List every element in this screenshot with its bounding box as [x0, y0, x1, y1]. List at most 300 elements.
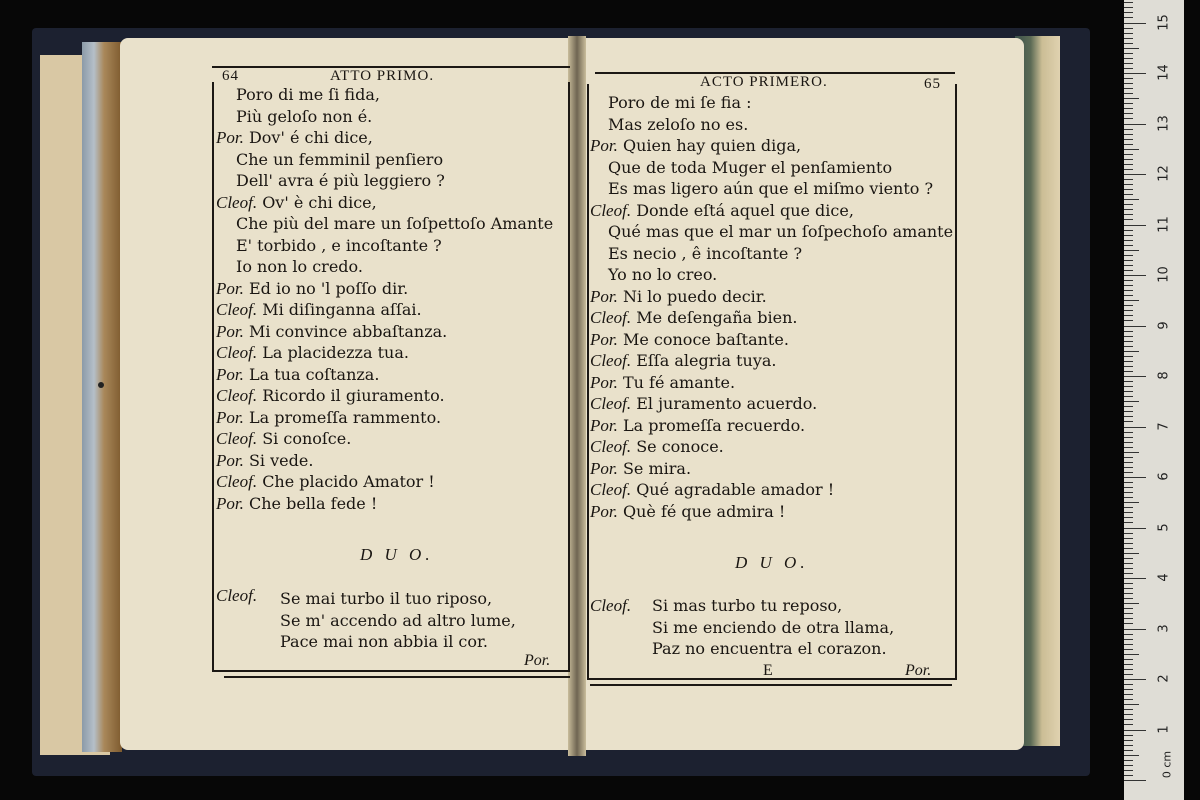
ruler-tick: [1124, 63, 1133, 64]
ruler-tick: [1124, 270, 1133, 271]
right-dialogue: [590, 92, 953, 522]
speaker-name: Por.: [216, 493, 244, 513]
ruler-tick: [1124, 740, 1133, 741]
right-duo-verse: [652, 595, 894, 660]
ruler-tick: [1124, 629, 1146, 630]
signature-mark: E: [763, 662, 773, 679]
dialogue-line: [216, 106, 553, 128]
right-running-head: ACTO PRIMERO.: [700, 74, 828, 90]
ruler-tick: [1124, 245, 1133, 246]
line-text: Qué agradable amador !: [636, 480, 835, 499]
dialogue-line: [216, 450, 553, 472]
dialogue-line: [590, 372, 953, 394]
worm-hole: [98, 382, 104, 388]
ruler-tick: [1124, 225, 1146, 226]
line-text: Donde eſtá aquel que dice,: [636, 200, 854, 220]
line-text: Ed io no 'l poſſo dir.: [248, 278, 409, 298]
left-duo-speaker: Cleof.: [216, 586, 258, 605]
ruler-number: 11: [1156, 215, 1172, 233]
ruler-tick: [1124, 7, 1133, 8]
duo-verse-line: Se mai turbo il tuo riposo,: [280, 589, 493, 608]
ruler-tick: [1124, 83, 1133, 84]
line-text: Si vede.: [248, 450, 314, 470]
dialogue-line: [590, 415, 953, 437]
ruler-tick: [1124, 679, 1146, 680]
ruler-tick: [1124, 689, 1133, 690]
duo-verse-line: Pace mai non abbia il cor.: [280, 632, 488, 651]
ruler-tick: [1124, 17, 1133, 18]
ruler-tick: [1124, 230, 1133, 231]
ruler-tick: [1124, 48, 1139, 49]
ruler-tick: [1124, 88, 1133, 89]
ruler-tick: [1124, 765, 1133, 766]
ruler-tick: [1124, 492, 1133, 493]
speaker-name: Cleof.: [590, 351, 632, 370]
ruler-number: 4: [1156, 573, 1172, 582]
dialogue-line: [216, 471, 553, 493]
ruler-tick: [1124, 381, 1133, 382]
ruler-tick: [1124, 159, 1133, 160]
ruler-number: 9: [1156, 320, 1172, 330]
ruler-tick: [1124, 457, 1133, 458]
speaker-name: Por.: [590, 136, 618, 155]
ruler-tick: [1124, 401, 1139, 402]
ruler-tick: [1124, 356, 1133, 357]
ruler-number: 14: [1156, 64, 1172, 81]
ruler-tick: [1124, 68, 1133, 69]
dialogue-line: [216, 321, 553, 343]
ruler-tick: [1124, 396, 1133, 397]
speaker-name: Cleof.: [590, 308, 632, 327]
left-duo-heading: D U O.: [360, 545, 434, 564]
measuring-ruler: [1124, 0, 1184, 800]
ruler-tick: [1124, 487, 1133, 488]
ruler-tick: [1124, 578, 1146, 579]
ruler-tick: [1124, 43, 1133, 44]
speaker-name: Por.: [216, 364, 244, 384]
speaker-name: Por.: [590, 286, 618, 306]
ruler-tick: [1124, 639, 1133, 640]
ruler-tick: [1124, 53, 1133, 54]
line-text: Me conoce baſtante.: [622, 329, 789, 349]
ruler-tick: [1124, 124, 1146, 125]
ruler-tick: [1124, 735, 1133, 736]
line-text: Che placido Amator !: [262, 472, 435, 491]
line-text: Qué mas que el mar un ſoſpechoſo amante: [608, 222, 954, 241]
left-catchword: Por.: [524, 652, 551, 669]
ruler-tick: [1124, 467, 1133, 468]
line-text: Poro di me ſi fida,: [236, 85, 380, 104]
line-text: Mi convince abbaſtanza.: [248, 321, 448, 341]
ruler-tick: [1124, 512, 1133, 513]
line-text: Se conoce.: [636, 437, 724, 456]
ruler-tick: [1124, 442, 1133, 443]
ruler-tick: [1124, 684, 1133, 685]
dialogue-line: [216, 407, 553, 429]
ruler-tick: [1124, 517, 1133, 518]
ruler-tick: [1124, 366, 1133, 367]
ruler-tick: [1124, 113, 1133, 114]
ruler-tick: [1124, 416, 1133, 417]
ruler-tick: [1124, 38, 1133, 39]
ruler-tick: [1124, 432, 1133, 433]
dialogue-line: [590, 243, 953, 265]
ruler-tick: [1124, 285, 1133, 286]
dialogue-line: [590, 329, 953, 351]
right-catchword: Por.: [905, 662, 932, 679]
ruler-tick: [1124, 674, 1133, 675]
dialogue-line: [590, 221, 953, 243]
line-text: La placidezza tua.: [262, 343, 409, 362]
ruler-tick: [1124, 588, 1133, 589]
ruler-tick: [1124, 472, 1133, 473]
line-text: Què fé que admira !: [622, 501, 786, 521]
ruler-tick: [1124, 214, 1133, 215]
ruler-tick: [1124, 391, 1133, 392]
right-foot-rule: [590, 684, 952, 686]
speaker-name: Por.: [216, 278, 244, 298]
ruler-tick: [1124, 93, 1133, 94]
dialogue-line: [590, 157, 953, 179]
ruler-tick: [1124, 704, 1139, 705]
ruler-tick: [1124, 421, 1133, 422]
ruler-tick: [1124, 477, 1146, 478]
ruler-tick: [1124, 427, 1146, 428]
line-text: Es mas ligero aún que el miſmo viento ?: [608, 179, 934, 198]
ruler-tick: [1124, 346, 1133, 347]
dialogue-line: [216, 213, 553, 235]
ruler-tick: [1124, 730, 1146, 731]
line-text: Dov' é chi dice,: [248, 128, 373, 147]
line-text: Ni lo puedo decir.: [622, 286, 767, 306]
dialogue-line: [216, 127, 553, 149]
ruler-tick: [1124, 563, 1133, 564]
ruler-tick: [1124, 300, 1139, 301]
right-page-number: 65: [924, 76, 941, 92]
ruler-tick: [1124, 134, 1133, 135]
dialogue-line: [590, 393, 953, 415]
dialogue-line: [590, 178, 953, 200]
ruler-tick: [1124, 780, 1146, 781]
book-gutter: [568, 36, 586, 756]
line-text: El juramento acuerdo.: [636, 394, 818, 413]
ruler-tick: [1124, 538, 1133, 539]
ruler-tick: [1124, 260, 1133, 261]
line-text: Si conoſce.: [262, 429, 352, 448]
ruler-tick: [1124, 33, 1133, 34]
speaker-name: Cleof.: [216, 192, 258, 212]
ruler-tick: [1124, 452, 1139, 453]
ruler-tick: [1124, 199, 1139, 200]
ruler-tick: [1124, 23, 1146, 24]
ruler-tick: [1124, 315, 1133, 316]
ruler-tick: [1124, 204, 1133, 205]
ruler-tick: [1124, 533, 1133, 534]
speaker-name: Por.: [216, 128, 244, 147]
ruler-tick: [1124, 714, 1133, 715]
ruler-tick: [1124, 613, 1133, 614]
ruler-tick: [1124, 336, 1133, 337]
ruler-tick: [1124, 361, 1133, 362]
dialogue-line: [216, 170, 553, 192]
ruler-tick: [1124, 709, 1133, 710]
ruler-tick: [1124, 351, 1139, 352]
ruler-tick: [1124, 583, 1133, 584]
ruler-tick: [1124, 598, 1133, 599]
ruler-number: 2: [1156, 674, 1172, 683]
line-text: Più geloſo non é.: [236, 106, 373, 126]
line-text: Que de toda Muger el penſamiento: [608, 157, 893, 177]
ruler-tick: [1124, 507, 1133, 508]
speaker-name: Por.: [216, 321, 244, 341]
duo-verse-line: Si me enciendo de otra llama,: [652, 617, 895, 637]
line-text: Quien hay quien diga,: [622, 136, 802, 155]
dialogue-line: [590, 286, 953, 308]
speaker-name: Por.: [590, 415, 618, 435]
ruler-tick: [1124, 699, 1133, 700]
ruler-number: 3: [1156, 623, 1172, 633]
ruler-tick: [1124, 669, 1133, 670]
ruler-tick: [1124, 169, 1133, 170]
dialogue-line: [590, 114, 953, 136]
ruler-tick: [1124, 724, 1133, 725]
speaker-name: Cleof.: [216, 343, 258, 362]
ruler-tick: [1124, 305, 1133, 306]
speaker-name: Cleof.: [590, 200, 632, 220]
dialogue-line: [590, 92, 953, 114]
ruler-tick: [1124, 326, 1146, 327]
ruler-tick: [1124, 437, 1133, 438]
ruler-tick: [1124, 553, 1139, 554]
ruler-tick: [1124, 634, 1133, 635]
speaker-name: Por.: [590, 458, 618, 478]
ruler-tick: [1124, 310, 1133, 311]
ruler-tick: [1124, 593, 1133, 594]
line-text: Se mira.: [622, 458, 692, 478]
speaker-name: Cleof.: [216, 386, 258, 405]
ruler-number: 15: [1156, 13, 1172, 31]
ruler-tick: [1124, 149, 1139, 150]
ruler-tick: [1124, 280, 1133, 281]
dialogue-line: [590, 264, 953, 286]
ruler-tick: [1124, 745, 1133, 746]
line-text: Che un femminil penſiero: [236, 149, 444, 169]
duo-verse-line: Si mas turbo tu reposo,: [652, 596, 843, 615]
ruler-tick: [1124, 623, 1133, 624]
speaker-name: Por.: [590, 329, 618, 349]
ruler-number: 10: [1156, 266, 1172, 283]
ruler-tick: [1124, 558, 1133, 559]
ruler-tick: [1124, 73, 1146, 74]
ruler-tick: [1124, 573, 1133, 574]
ruler-tick: [1124, 108, 1133, 109]
ruler-tick: [1124, 694, 1133, 695]
dialogue-line: [590, 479, 953, 501]
ruler-tick: [1124, 482, 1133, 483]
ruler-tick: [1124, 649, 1133, 650]
ruler-tick: [1124, 462, 1133, 463]
ruler-number: 13: [1156, 114, 1172, 132]
dialogue-line: [590, 350, 953, 372]
ruler-tick: [1124, 447, 1133, 448]
ruler-tick: [1124, 608, 1133, 609]
ruler-tick: [1124, 184, 1133, 185]
line-text: Mi diſinganna aſſai.: [262, 300, 422, 319]
ruler-tick: [1124, 118, 1133, 119]
dialogue-line: [216, 84, 553, 106]
ruler-tick: [1124, 174, 1146, 175]
right-duo-speaker: Cleof.: [590, 596, 632, 615]
ruler-tick: [1124, 548, 1133, 549]
ruler-tick: [1124, 154, 1133, 155]
ruler-tick: [1124, 386, 1133, 387]
left-running-head: ATTO PRIMO.: [330, 68, 435, 84]
ruler-tick: [1124, 775, 1133, 776]
ruler-tick: [1124, 371, 1133, 372]
ruler-number: 7: [1156, 421, 1172, 431]
speaker-name: Cleof.: [590, 437, 632, 456]
ruler-tick: [1124, 28, 1133, 29]
line-text: La promeſſa recuerdo.: [622, 415, 806, 435]
ruler-tick: [1124, 290, 1133, 291]
left-duo-verse: [280, 588, 516, 653]
dialogue-line: [590, 307, 953, 329]
ruler-tick: [1124, 603, 1139, 604]
ruler-tick: [1124, 189, 1133, 190]
ruler-number: 1: [1156, 724, 1172, 734]
ruler-tick: [1124, 497, 1133, 498]
dialogue-line: [590, 135, 953, 157]
line-text: La promeſſa rammento.: [248, 407, 442, 427]
ruler-tick: [1124, 750, 1133, 751]
ruler-tick: [1124, 295, 1133, 296]
ruler-tick: [1124, 78, 1133, 79]
ruler-number: 12: [1156, 165, 1172, 182]
ruler-tick: [1124, 618, 1133, 619]
dialogue-line: [216, 256, 553, 278]
ruler-tick: [1124, 12, 1133, 13]
ruler-tick: [1124, 341, 1133, 342]
ruler-tick: [1124, 760, 1133, 761]
ruler-tick: [1124, 164, 1133, 165]
ruler-tick: [1124, 502, 1139, 503]
dialogue-line: [216, 192, 553, 214]
ruler-tick: [1124, 522, 1133, 523]
ruler-tick: [1124, 139, 1133, 140]
dialogue-line: [216, 299, 553, 321]
line-text: E' torbido , e incoſtante ?: [236, 235, 442, 255]
speaker-name: Por.: [590, 372, 618, 392]
ruler-tick: [1124, 543, 1133, 544]
ruler-tick: [1124, 209, 1133, 210]
speaker-name: Por.: [216, 407, 244, 427]
dialogue-line: [216, 235, 553, 257]
ruler-tick: [1124, 411, 1133, 412]
line-text: Dell' avra é più leggiero ?: [236, 171, 445, 190]
speaker-name: Cleof.: [216, 472, 258, 491]
line-text: La tua coſtanza.: [248, 364, 380, 384]
dialogue-line: [590, 501, 953, 523]
dialogue-line: [216, 342, 553, 364]
ruler-tick: [1124, 376, 1146, 377]
dialogue-line: [590, 458, 953, 480]
ruler-tick: [1124, 406, 1133, 407]
ruler-tick: [1124, 719, 1133, 720]
line-text: Eſſa alegria tuya.: [636, 351, 777, 370]
dialogue-line: [590, 436, 953, 458]
left-page-number: 64: [222, 68, 239, 84]
line-text: Ricordo il giuramento.: [262, 386, 445, 405]
ruler-tick: [1124, 129, 1133, 130]
ruler-tick: [1124, 664, 1133, 665]
ruler-tick: [1124, 58, 1133, 59]
ruler-tick: [1124, 659, 1133, 660]
duo-verse-line: Paz no encuentra el corazon.: [652, 639, 887, 658]
ruler-tick: [1124, 528, 1146, 529]
dialogue-line: [216, 149, 553, 171]
duo-verse-line: Se m' accendo ad altro lume,: [280, 610, 516, 630]
dialogue-line: [216, 278, 553, 300]
line-text: Io non lo credo.: [236, 257, 363, 276]
ruler-tick: [1124, 240, 1133, 241]
ruler-tick: [1124, 235, 1133, 236]
line-text: Che più del mare un ſoſpettoſo Amante: [236, 214, 554, 233]
dialogue-line: [216, 428, 553, 450]
speaker-name: Cleof.: [590, 394, 632, 413]
dialogue-line: [216, 364, 553, 386]
speaker-name: Cleof.: [216, 300, 258, 319]
dialogue-line: [216, 493, 553, 515]
ruler-tick: [1124, 144, 1133, 145]
ruler-tick: [1124, 219, 1133, 220]
ruler-tick: [1124, 250, 1139, 251]
dialogue-line: [216, 385, 553, 407]
ruler-tick: [1124, 755, 1139, 756]
ruler-tick: [1124, 179, 1133, 180]
speaker-name: Cleof.: [590, 480, 632, 499]
right-duo-heading: D U O.: [735, 553, 809, 572]
line-text: Me deſengaña bien.: [636, 308, 798, 327]
left-foot-rule: [224, 676, 570, 678]
line-text: Es necio , ê incoſtante ?: [608, 243, 803, 263]
speaker-name: Cleof.: [216, 429, 258, 448]
ruler-tick: [1124, 644, 1133, 645]
line-text: Che bella fede !: [248, 493, 378, 513]
ruler-tick: [1124, 98, 1139, 99]
line-text: Ov' è chi dice,: [262, 192, 377, 212]
ruler-tick: [1124, 255, 1133, 256]
ruler-tick: [1124, 275, 1146, 276]
ruler-tick: [1124, 331, 1133, 332]
ruler-tick: [1124, 320, 1133, 321]
ruler-tick: [1124, 265, 1133, 266]
ruler-tick: [1124, 103, 1133, 104]
ruler-unit-label: 0 cm: [1160, 750, 1174, 779]
line-text: Yo no lo creo.: [608, 265, 718, 284]
left-dialogue: [216, 84, 553, 514]
line-text: Mas zeloſo no es.: [608, 114, 749, 134]
speaker-name: Por.: [216, 450, 244, 470]
ruler-number: 8: [1156, 371, 1172, 380]
ruler-number: 5: [1156, 522, 1172, 532]
line-text: Tu fé amante.: [622, 372, 736, 392]
ruler-tick: [1124, 654, 1139, 655]
dialogue-line: [590, 200, 953, 222]
ruler-number: 6: [1156, 472, 1172, 481]
line-text: Poro de mi ſe fia :: [608, 93, 752, 112]
ruler-tick: [1124, 568, 1133, 569]
ruler-tick: [1124, 770, 1133, 771]
